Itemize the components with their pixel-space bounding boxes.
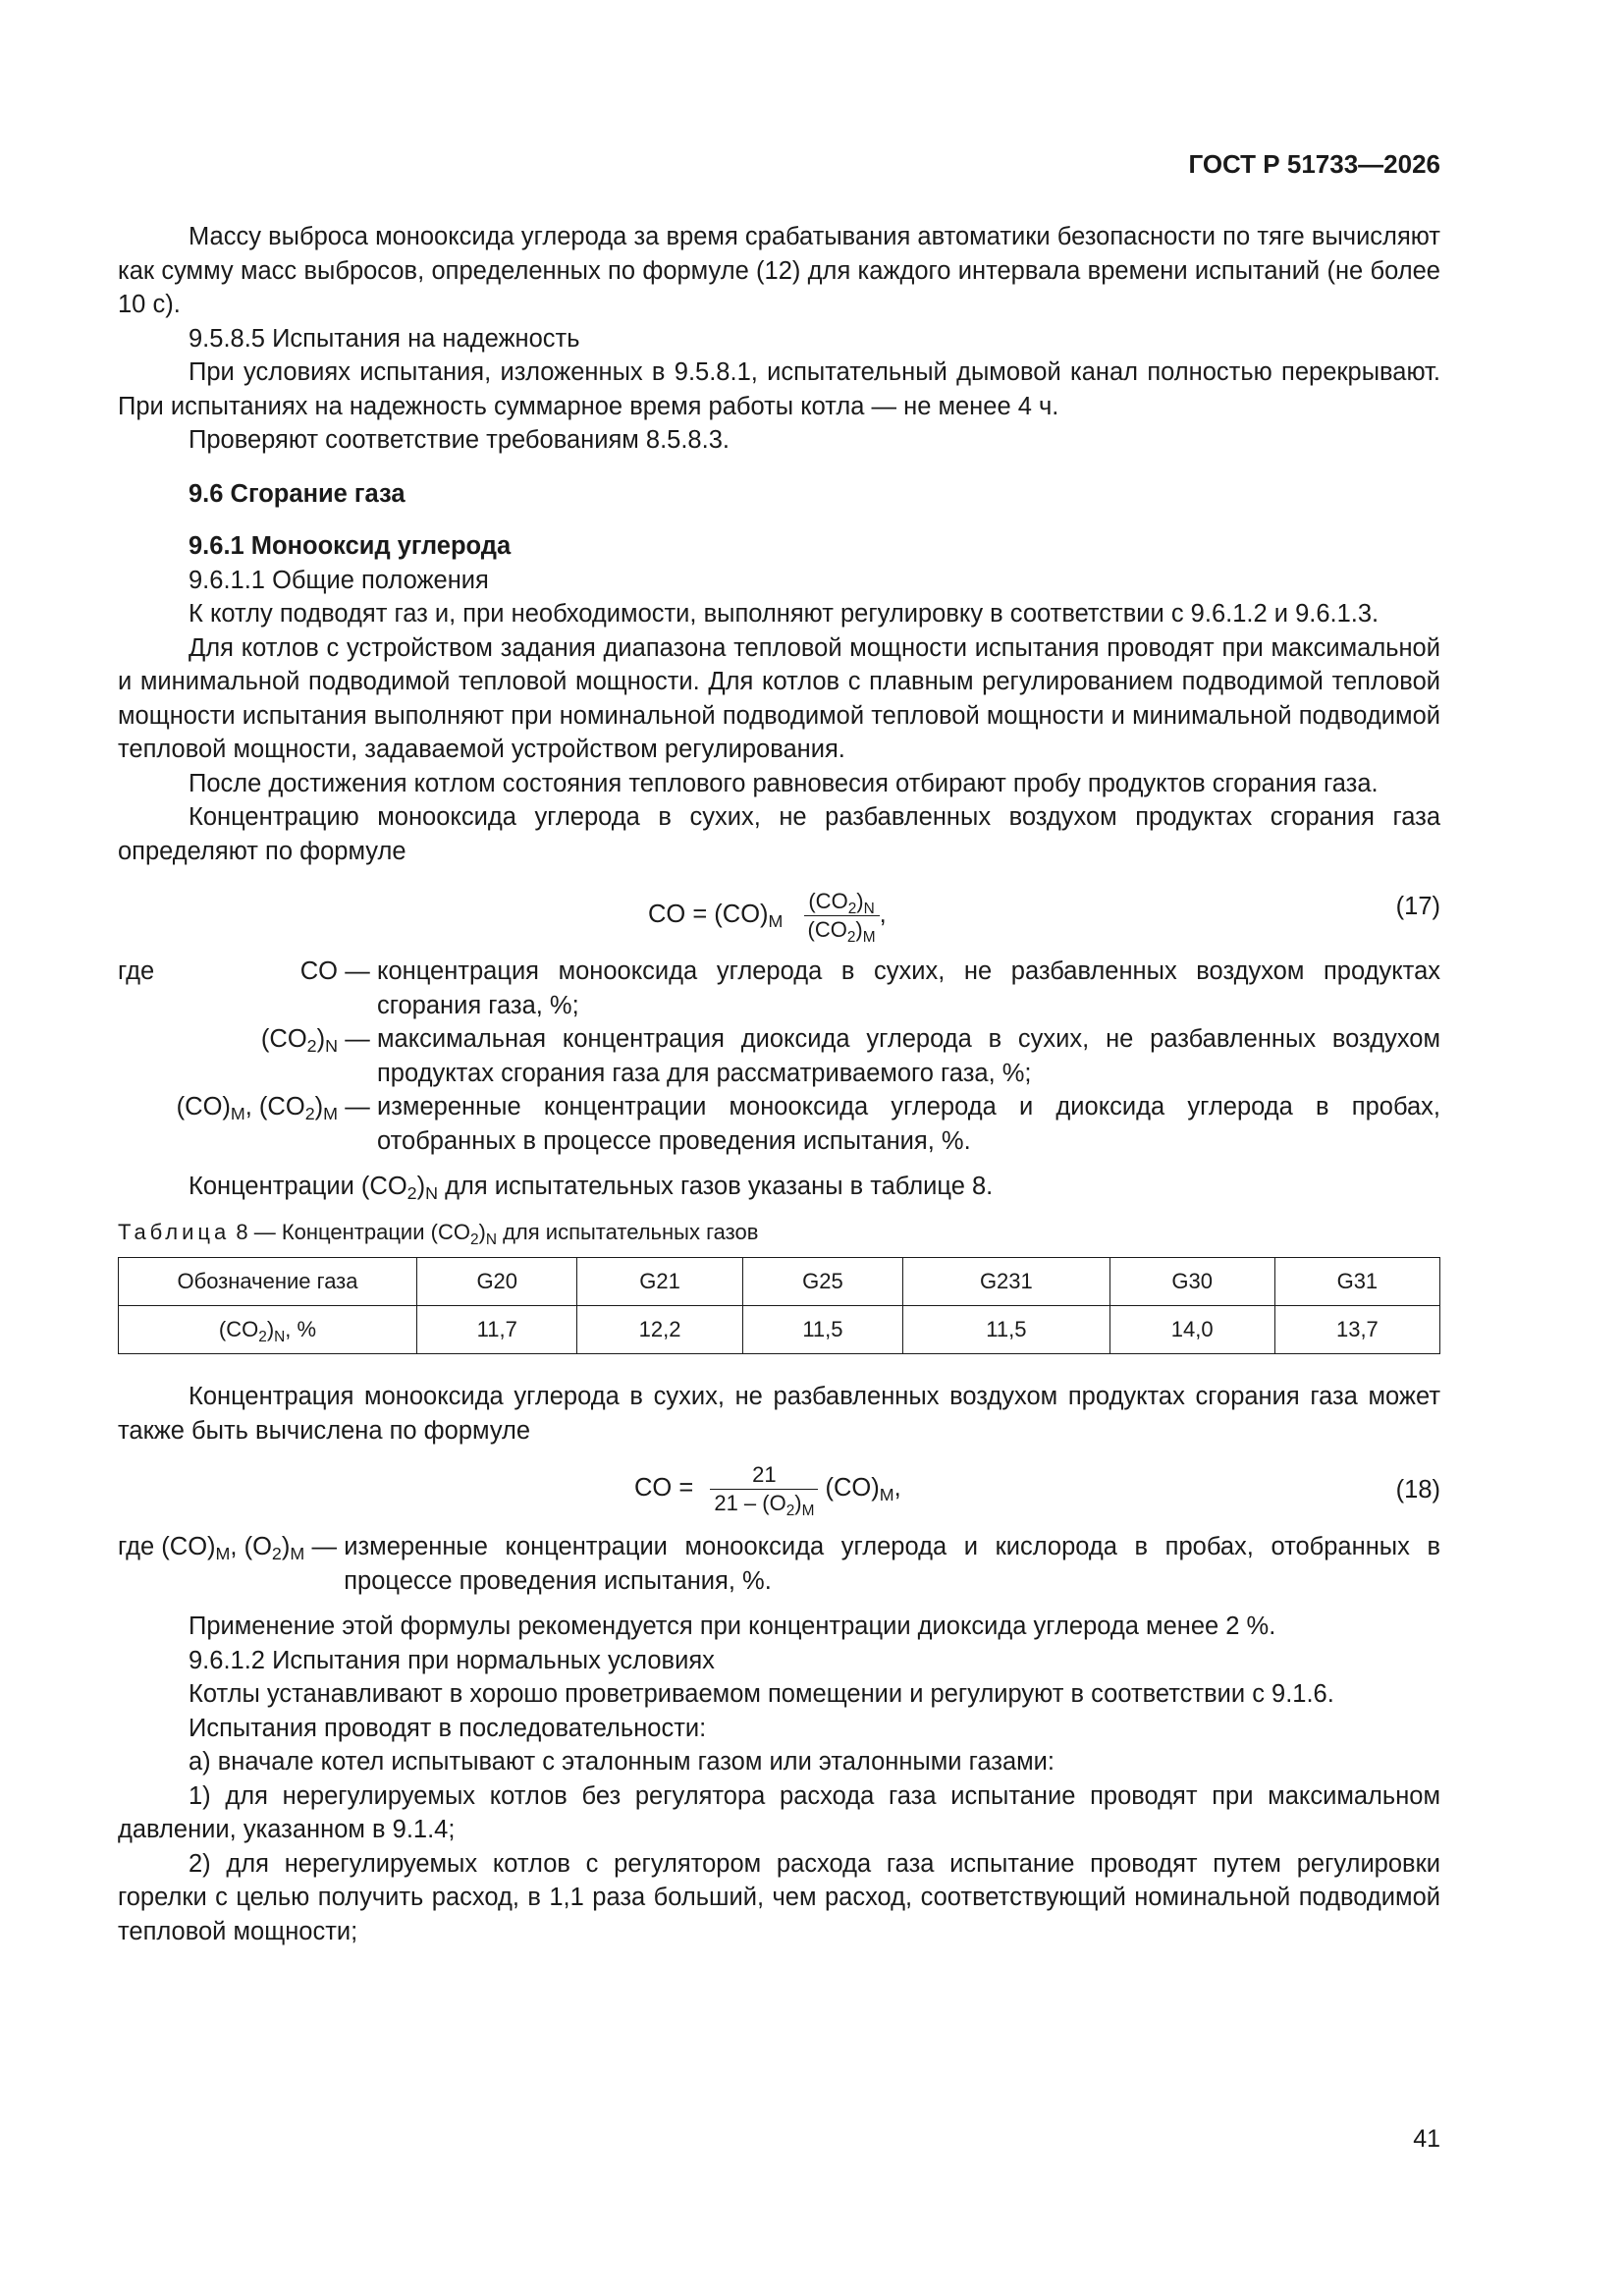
table-header-cell: G30 — [1109, 1258, 1274, 1306]
section-heading: 9.6 Сгорание газа — [189, 479, 406, 508]
formula-18-definition: где $(CO)_M$, $(O_2)_M$ — измеренные концентрации монооксида углерода и кислорода в пробах, отобранных в процессе проведения испытания, %. — [118, 1530, 1440, 1598]
table-cell: 11,5 — [742, 1306, 902, 1354]
table-8 — [118, 1257, 1440, 1354]
table-header-cell: Обозначение газа — [119, 1258, 417, 1306]
table-row — [119, 1306, 1440, 1354]
table-cell: 13,7 — [1274, 1306, 1439, 1354]
formula-fraction: $\frac{(CO_2)_N}{(CO_2)_M}$ — [804, 888, 880, 944]
paragraph: Применение этой формулы рекомендуется при концентрации диоксида углерода менее 2 %. — [189, 1613, 1276, 1640]
paragraph: Проверяют соответствие требованиям 8.5.8.3. — [189, 426, 730, 454]
definition-desc: максимальная концентрация диоксида углерода в сухих, не разбавленных воздухом продуктах сгорания газа для рассматриваемого газа, %; — [377, 1025, 1440, 1087]
subsection-heading: 9.6.1.1 Общие положения — [189, 566, 489, 594]
list-item: 2) для нерегулируемых котлов с регулятором расхода газа испытание проводят путем регулировки горелки с целью получить расход, в 1,1 раза больший, чем расход, соответствующий номинальной подводимой тепловой мощности; — [118, 1849, 1440, 1945]
definition-term: где $(CO)_M$, $(O_2)_M$ — [118, 1533, 305, 1563]
subsection-heading: 9.6.1 Монооксид углерода — [189, 532, 512, 560]
formula-number: (18) — [1395, 1476, 1440, 1503]
table-header-cell: G20 — [417, 1258, 577, 1306]
table-header-cell: G31 — [1274, 1258, 1439, 1306]
page-body — [118, 0, 1440, 1948]
where-label: где — [118, 957, 155, 985]
definition-desc: измеренные концентрации монооксида углерода и кислорода в пробах, отобранных в процессе проведения испытания, %. — [344, 1533, 1440, 1595]
document-code: ГОСТ Р 51733—2026 — [1188, 149, 1440, 179]
table-header-cell: G25 — [742, 1258, 902, 1306]
list-item: а) вначале котел испытывают с эталонным газом или эталонными газами: — [189, 1748, 1055, 1776]
paragraph: После достижения котлом состояния теплового равновесия отбирают пробу продуктов сгорания газа. — [189, 769, 1379, 797]
table-cell: 11,7 — [417, 1306, 577, 1354]
paragraph: Концентрация монооксида углерода в сухих, не разбавленных воздухом продуктах сгорания газа может также быть вычислена по формуле — [118, 1383, 1440, 1445]
table-header-row — [119, 1258, 1440, 1306]
paragraph: К котлу подводят газ и, при необходимости, выполняют регулировку в соответствии с 9.6.1.2 и 9.6.1.3. — [189, 600, 1380, 628]
definition-row: где CO — концентрация монооксида углерода в сухих, не разбавленных воздухом продуктах сгорания газа, %; — [118, 955, 1440, 1022]
definition-desc: концентрация монооксида углерода в сухих, не разбавленных воздухом продуктах сгорания газа, %; — [377, 957, 1440, 1019]
subsection-heading: 9.5.8.5 Испытания на надежность — [189, 324, 580, 353]
definition-row: $(CO_2)_N$ — максимальная концентрация диоксида углерода в сухих, не разбавленных воздухом продуктах сгорания газа для рассматриваемого газа, %; — [118, 1022, 1440, 1090]
formula-17: CO = $(CO)_M$ $\frac{(CO_2)_N}{(CO_2)_M}$ , (17) — [648, 889, 1440, 946]
paragraph: При условиях испытания, изложенных в 9.5.8.1, испытательный дымовой канал полностью перекрывают. При испытаниях на надежность суммарное время работы котла — не менее 4 ч. — [118, 358, 1440, 420]
formula-17-definitions — [118, 955, 1440, 1158]
subsection-heading: 9.6.1.2 Испытания при нормальных условиях — [189, 1646, 715, 1674]
formula-number: (17) — [1395, 893, 1440, 920]
page-number: 41 — [1413, 2125, 1440, 2153]
table-caption: Таблица 8 — Концентрации $(CO_2)_N$ для испытательных газов — [118, 1219, 759, 1248]
table-cell: 11,5 — [903, 1306, 1109, 1354]
table-header-cell: G231 — [903, 1258, 1109, 1306]
definition-row: $(CO)_M$, $(CO_2)_M$ — измеренные концентрации монооксида углерода и диоксида углерода в пробах, отобранных в процессе проведения испытания, %. — [118, 1090, 1440, 1158]
table-cell: 12,2 — [577, 1306, 742, 1354]
formula-fraction: $\frac{21}{21 - (O_2)_M}$ — [710, 1461, 818, 1517]
paragraph: Для котлов с устройством задания диапазона тепловой мощности испытания проводят при максимальной и минимальной подводимой тепловой мощности. Для котлов с плавным регулированием подводимой тепловой мощности испытания выполняют при номинальной подводимой тепловой мощности и минимальной подводимой тепловой мощности, задаваемой устройством регулирования. — [118, 633, 1440, 763]
table-header-cell: G21 — [577, 1258, 742, 1306]
paragraph: Концентрации $(CO_2)_N$ для испытательных газов указаны в таблице 8. — [189, 1173, 994, 1203]
paragraph: Котлы устанавливают в хорошо проветриваемом помещении и регулируют в соответствии с 9.1.6. — [189, 1680, 1334, 1708]
paragraph: Испытания проводят в последовательности: — [189, 1714, 707, 1742]
definition-term: CO — [299, 957, 338, 985]
formula-lhs: CO = — [634, 1474, 694, 1503]
paragraph: Массу выброса монооксида углерода за время срабатывания автоматики безопасности по тяге вычисляют как сумму масс выбросов, определенных по формуле (12) для каждого интервала времени испытаний (не более 10 с). — [118, 223, 1440, 318]
definition-desc: измеренные концентрации монооксида углерода и диоксида углерода в пробах, отобранных в процессе проведения испытания, %. — [377, 1093, 1440, 1155]
paragraph: Концентрацию монооксида углерода в сухих, не разбавленных воздухом продуктах сгорания газа определяют по формуле — [118, 803, 1440, 865]
formula-18: CO = $\frac{21}{21 - (O_2)_M}$ $(CO)_M$, (18) — [634, 1462, 1440, 1519]
table-row-label: $(CO_2)_N$, % — [119, 1306, 417, 1354]
list-item: 1) для нерегулируемых котлов без регулятора расхода газа испытание проводят при максимальном давлении, указанном в 9.1.4; — [118, 1781, 1440, 1843]
table-cell: 14,0 — [1109, 1306, 1274, 1354]
formula-lhs: CO = (CO) — [648, 901, 769, 929]
definition-term: $(CO)_M$, $(CO_2)_M$ — [176, 1093, 338, 1123]
definition-term: $(CO_2)_N$ — [260, 1025, 338, 1056]
